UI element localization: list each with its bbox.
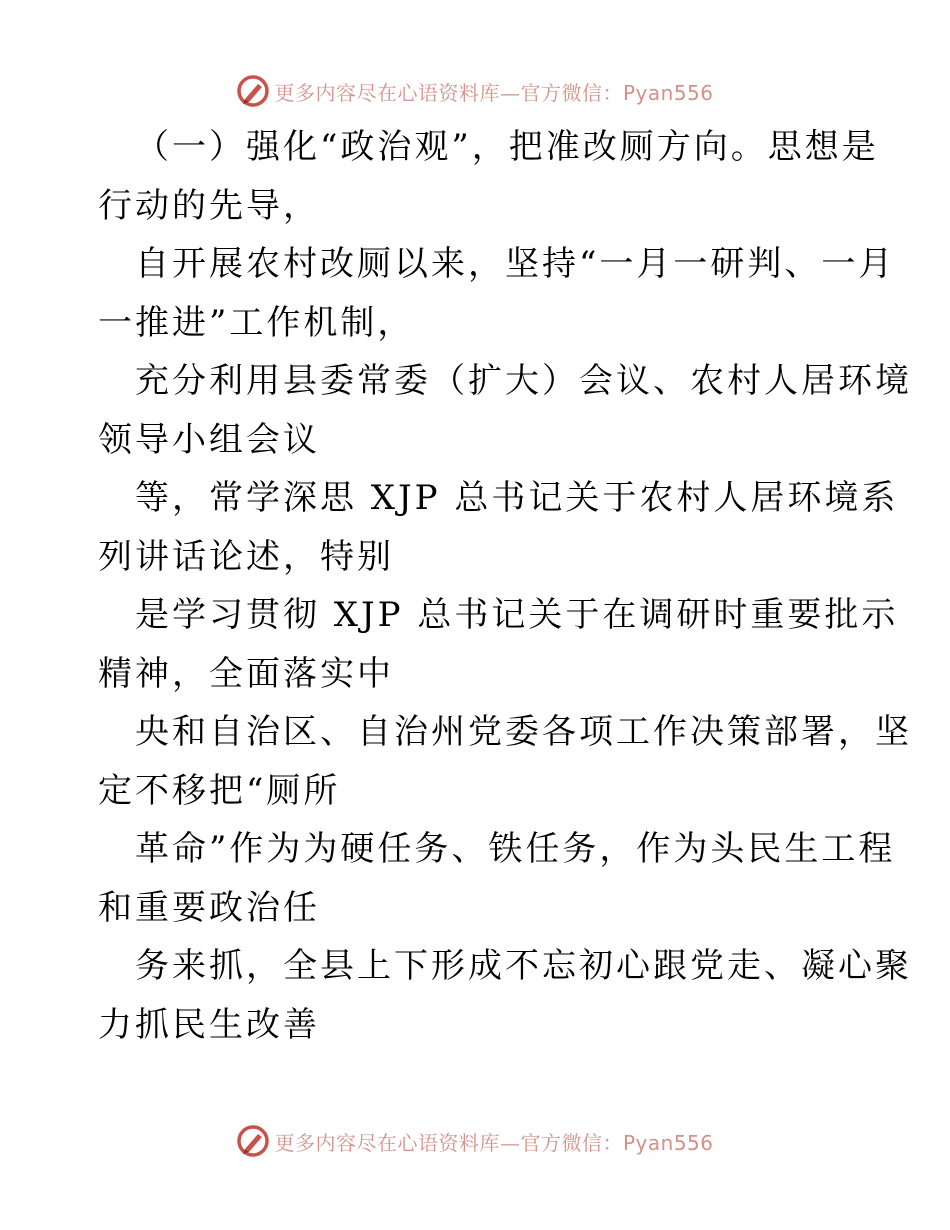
paragraph-line: 务来抓，全县上下形成不忘初心跟党走、凝心聚 [135,946,912,986]
pen-logo-icon [236,1124,270,1158]
watermark-text: 更多内容尽在心语资料库—官方微信：Pyan556 [274,80,714,105]
paragraph-line: 是学习贯彻 XJP 总书记关于在调研时重要批示 [135,595,899,635]
paragraph-line: 列讲话论述，特别 [98,536,394,577]
paragraph-line: 等，常学深思 XJP 总书记关于农村人居环境系 [135,478,899,518]
paragraph-line: （一）强化“政治观”，把准改厕方向。思想是 [135,127,879,167]
header-watermark [0,71,950,111]
paragraph-line: 和重要政治任 [98,887,320,928]
paragraph-line: 领导小组会议 [98,419,320,460]
paragraph-line: 自开展农村改厕以来，坚持“一月一研判、一月 [135,244,896,284]
paragraph-line: 革命”作为为硬任务、铁任务，作为头民生工程 [135,829,896,869]
paragraph-line: 精神，全面落实中 [98,653,394,694]
footer-watermark [0,1121,950,1161]
paragraph-line: 定不移把“厕所 [98,770,341,811]
paragraph-line: 一推进”工作机制， [98,302,415,343]
paragraph-line: 行动的先导， [98,185,320,226]
document-body [98,118,912,1054]
paragraph-line: 充分利用县委常委（扩大）会议、农村人居环境 [135,361,912,401]
watermark-text: 更多内容尽在心语资料库—官方微信：Pyan556 [274,1130,714,1155]
pen-logo-icon [236,74,270,108]
paragraph-line: 央和自治区、自治州党委各项工作决策部署，坚 [135,712,912,752]
paragraph-line: 力抓民生改善 [98,1004,320,1045]
